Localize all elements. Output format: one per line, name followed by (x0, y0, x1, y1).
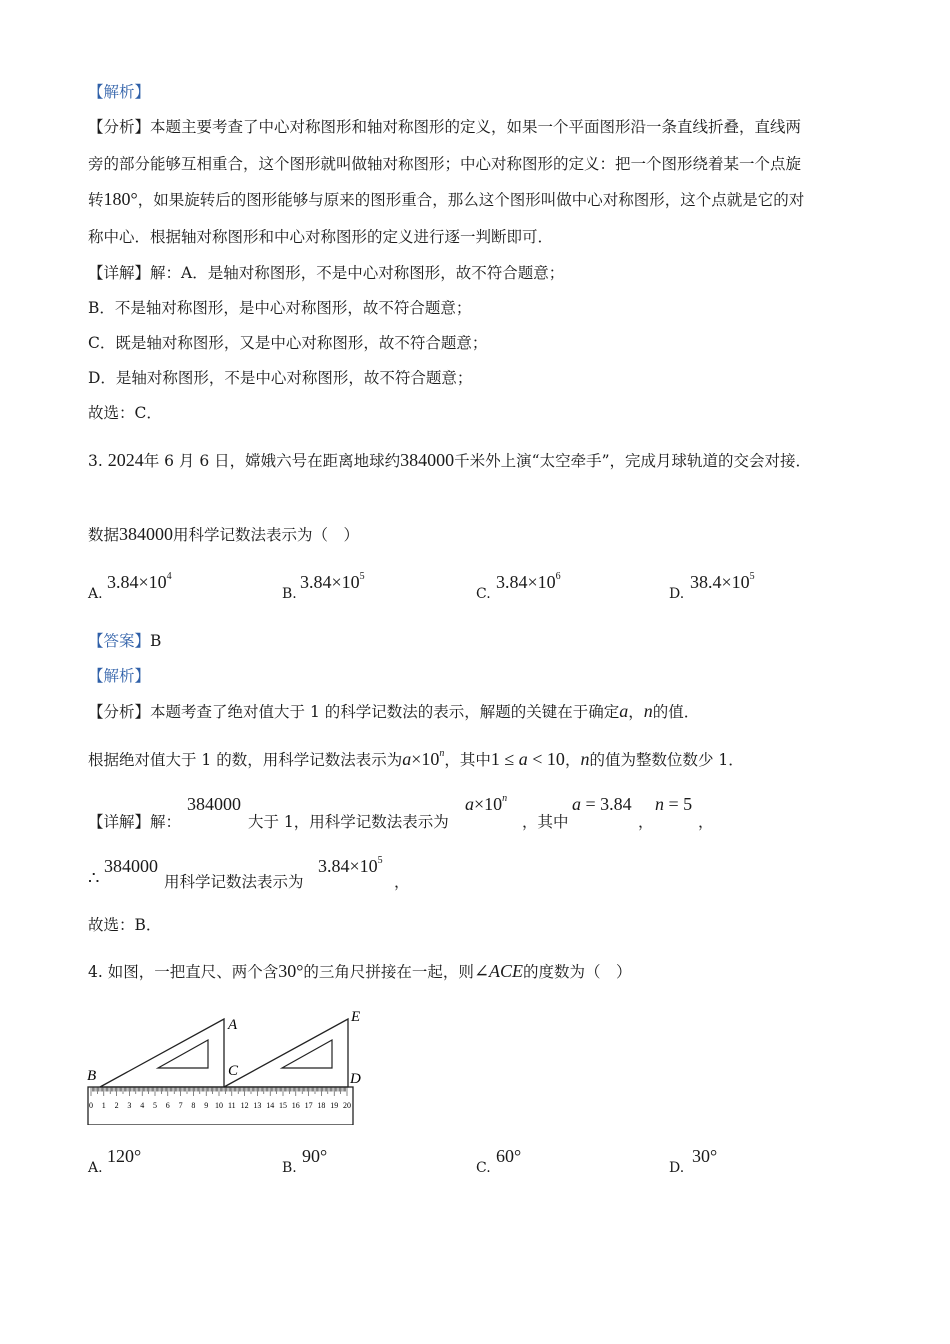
q2-fenxi-line-1 (88, 116, 801, 138)
option-letter: C. (476, 586, 491, 602)
ruler-number: 6 (165, 1101, 170, 1110)
q3-xiangjie-text: 大于 1，用科学记数法表示为 (248, 813, 449, 831)
q3-xiangjie-neq (655, 794, 692, 815)
triangle-2 (224, 1019, 348, 1087)
ruler-number: 9 (204, 1101, 209, 1110)
ruler-numbers (89, 1101, 351, 1110)
ruler-number: 16 (291, 1101, 300, 1110)
angle-180: 180° (103, 189, 138, 209)
q4-stem (88, 960, 632, 983)
q2-xiangjie-d: D．是轴对称图形，不是中心对称图形，故不符合题意； (88, 369, 473, 387)
number: 384000 (400, 450, 455, 470)
q3-xiangjie-end: ， (698, 813, 714, 831)
q3-xiangjie-where: ，其中 (522, 813, 569, 831)
fenxi-tag: 【分析】 (88, 118, 151, 136)
therefore-symbol: ∴ (88, 868, 100, 889)
label-a: A (228, 1017, 238, 1033)
value: = 3.84 (581, 794, 632, 814)
text: 转 (88, 191, 104, 209)
text: 4. 如图，一把直尺、两个含 (88, 963, 279, 981)
answer-tag: 【答案】 (88, 632, 151, 650)
q3-xiangjie-label (88, 810, 181, 832)
option-value: $3.84\times 10^4$ (107, 571, 172, 592)
text: 本题考查了绝对值大于 1 的科学记数法的表示，解题的关键在于确定 (150, 703, 620, 721)
label-e: E (351, 1009, 361, 1025)
ruler-number: 14 (266, 1101, 275, 1110)
exp-n: n (439, 748, 445, 759)
q3-jiexi-heading (88, 665, 150, 687)
option-letter: C. (476, 1160, 491, 1176)
text: 的值． (652, 703, 700, 721)
text: ，如果旋转后的图形能够与原来的图形重合，那么这个图形叫做中心对称图形，这个点就是它的对 (137, 191, 805, 209)
var-a: a (572, 794, 581, 814)
label-b: B (87, 1068, 97, 1084)
ruler-number: 7 (178, 1101, 183, 1110)
option-value: 30° (692, 1146, 718, 1166)
label-d: D (350, 1071, 361, 1087)
text: 的三角尺拼接在一起，则 (303, 963, 474, 981)
text: 年 6 月 6 日，嫦娥六号在距离地球约 (143, 452, 401, 470)
option-letter: A. (88, 1160, 103, 1176)
q3-xiangjie-aeq (572, 794, 632, 815)
q3-choice: 故选：B． (88, 916, 162, 934)
q3-answer (88, 630, 161, 652)
jiexi-tag: 【解析】 (88, 667, 151, 685)
q3-xiangjie-num: 384000 (187, 794, 241, 814)
answer-value: B (150, 632, 162, 650)
option-value: $3.84\times 10^6$ (496, 571, 561, 592)
jiexi-tag: 【解析】 (88, 83, 151, 101)
option-letter: D. (669, 586, 685, 602)
ruler-number: 20 (343, 1101, 351, 1110)
q3-xiangjie-sep: ， (638, 813, 654, 831)
ruler-number: 12 (240, 1101, 249, 1110)
q2-jiexi-heading (88, 81, 150, 103)
q3-fenxi (88, 700, 699, 723)
option-letter: B. (282, 1160, 297, 1176)
text: ， (564, 751, 581, 769)
ruler-number: 18 (317, 1101, 326, 1110)
var-a: a (402, 749, 412, 769)
ruler-number: 8 (191, 1101, 196, 1110)
var-a: a (465, 794, 474, 814)
option-value: 120° (107, 1146, 142, 1166)
q3-xiangjie-formula (465, 794, 507, 815)
option-letter: B. (282, 586, 297, 602)
q2-fenxi-line-3 (88, 188, 804, 211)
ruler-triangle-figure (84, 1005, 374, 1125)
q3-so-end: ， (394, 873, 410, 891)
ruler-number: 10 (215, 1101, 223, 1110)
question-number: 3. (88, 452, 108, 470)
ruler-number: 0 (89, 1101, 93, 1110)
ruler-number: 5 (153, 1101, 157, 1110)
angle-ace: ∠ACE (473, 961, 524, 981)
triangle-2-hole (282, 1040, 332, 1068)
ruler-number: 1 (101, 1101, 106, 1110)
xiangjie-tag: 【详解】 (88, 264, 151, 282)
q3-so-value: $3.84\times 10^5$ (318, 855, 383, 876)
text: 千米外上演“太空牵手”，完成月球轨道的交会对接． (454, 452, 812, 470)
label-c: C (228, 1063, 239, 1079)
var-n: n (643, 701, 653, 721)
text: 根据绝对值大于 1 的数，用科学记数法表示为 (88, 751, 403, 769)
times-ten: ×10 (411, 749, 440, 769)
q2-xiangjie-a (88, 262, 564, 284)
ruler-number: 4 (140, 1101, 145, 1110)
triangle-1-hole (158, 1040, 208, 1068)
q2-xiangjie-b: B．不是轴对称图形，是中心对称图形，故不符合题意； (88, 299, 472, 317)
var-n: n (655, 794, 664, 814)
q3-so-num: 384000 (104, 856, 158, 876)
var-a: a (518, 749, 528, 769)
q3-ask (88, 523, 359, 546)
ruler-number: 19 (330, 1101, 339, 1110)
ruler-number: 3 (127, 1101, 132, 1110)
ruler-number: 17 (304, 1101, 313, 1110)
text: 的值为整数位数少 1． (589, 751, 744, 769)
year: 2024 (107, 450, 144, 470)
triangle-1 (100, 1019, 224, 1087)
text: ， (628, 703, 644, 721)
text: 数据 (88, 526, 120, 544)
ruler-number: 13 (253, 1101, 262, 1110)
option-letter: D. (669, 1160, 685, 1176)
var-n: n (580, 749, 590, 769)
option-letter: A. (88, 586, 103, 602)
var-a: a (619, 701, 629, 721)
ineq: < 10 (527, 749, 565, 769)
text: 解： (150, 813, 182, 831)
q2-fenxi-line-2: 旁的部分能够互相重合，这个图形就叫做轴对称图形；中心对称图形的定义：把一个图形绕着某一个点旋 (88, 155, 802, 173)
q3-rule (88, 748, 744, 771)
value: = 5 (664, 794, 693, 814)
option-value: 90° (302, 1146, 328, 1166)
text: 解：A．是轴对称图形，不是中心对称图形，故不符合题意； (150, 264, 565, 282)
text: ，其中 (444, 751, 491, 769)
number: 384000 (119, 524, 174, 544)
ruler-number: 2 (114, 1101, 119, 1110)
times-ten: ×10 (474, 794, 503, 814)
option-value: $3.84\times 10^5$ (300, 571, 365, 592)
ruler-number: 11 (227, 1101, 236, 1110)
ineq: 1 ≤ (490, 749, 519, 769)
fenxi-text: 本题主要考查了中心对称图形和轴对称图形的定义，如果一个平面图形沿一条直线折叠，直线两 (150, 118, 802, 136)
text: 的度数为（ ） (523, 963, 632, 981)
fenxi-tag: 【分析】 (88, 703, 151, 721)
ruler-ticks (91, 1087, 347, 1096)
q3-so-text: 用科学记数法表示为 (164, 873, 304, 891)
q3-stem (88, 449, 811, 472)
option-value: 60° (496, 1146, 522, 1166)
exp-n: n (502, 793, 508, 804)
angle-30: 30° (278, 961, 304, 981)
q2-fenxi-line-4: 称中心．根据轴对称图形和中心对称图形的定义进行逐一判断即可． (88, 228, 554, 246)
text: 用科学记数法表示为（ ） (173, 526, 360, 544)
q2-xiangjie-c: C．既是轴对称图形，又是中心对称图形，故不符合题意； (88, 334, 488, 352)
xiangjie-tag: 【详解】 (88, 813, 151, 831)
option-value: $38.4\times 10^5$ (690, 571, 755, 592)
ruler-number: 15 (279, 1101, 287, 1110)
q2-choice: 故选：C． (88, 404, 162, 422)
